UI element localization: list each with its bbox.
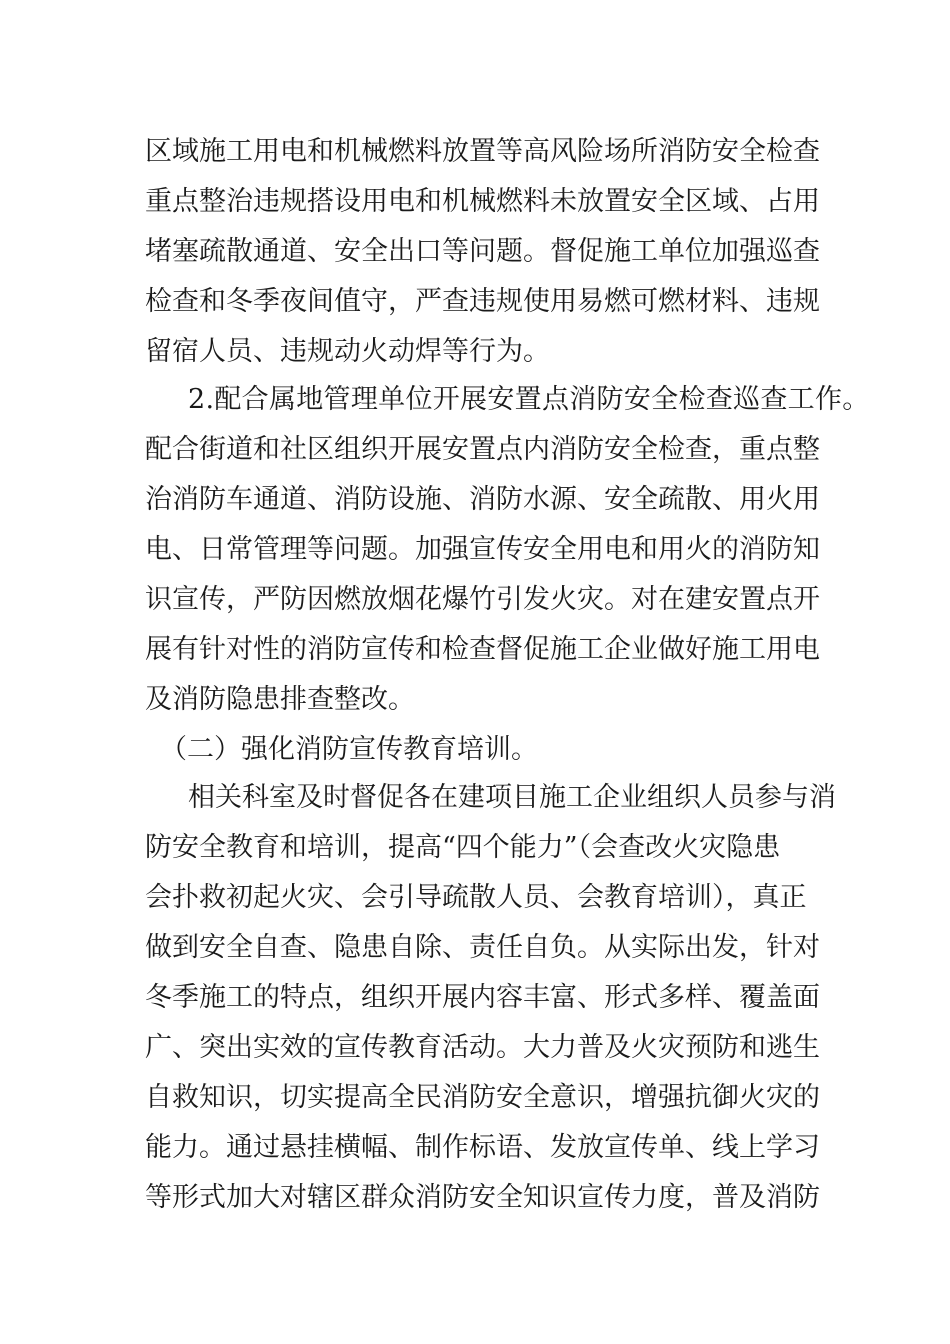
text-line: 自救知识，切实提高全民消防安全意识，增强抗御火灾的 — [145, 1082, 820, 1113]
text-line: 留宿人员、违规动火动焊等行为。 — [145, 336, 550, 367]
text-line: 能力。通过悬挂横幅、制作标语、发放宣传单、线上学习 — [145, 1132, 820, 1163]
text-line: 电、日常管理等问题。加强宣传安全用电和用火的消防知 — [145, 534, 820, 565]
text-line: 展有针对性的消防宣传和检查督促施工企业做好施工用电 — [145, 634, 820, 665]
text-line: 及消防隐患排查整改。 — [145, 684, 415, 715]
text-line: 配合街道和社区组织开展安置点内消防安全检查，重点整 — [145, 434, 820, 465]
section-heading: （二）强化消防宣传教育培训。 — [160, 734, 538, 765]
text-line: 区域施工用电和机械燃料放置等高风险场所消防安全检查 — [145, 136, 820, 167]
text-line: 相关科室及时督促各在建项目施工企业组织人员参与消 — [188, 782, 836, 813]
text-line: 广、突出实效的宣传教育活动。大力普及火灾预防和逃生 — [145, 1032, 820, 1063]
text-line: 做到安全自查、隐患自除、责任自负。从实际出发，针对 — [145, 932, 820, 963]
text-line: 会扑救初起火灾、会引导疏散人员、会教育培训），真正 — [145, 882, 807, 913]
text-line: 防安全教育和培训，提高“四个能力”（会查改火灾隐患 — [145, 832, 781, 863]
numbered-item-heading: 2.配合属地管理单位开展安置点消防安全检查巡查工作。 — [188, 384, 870, 415]
text-line: 等形式加大对辖区群众消防安全知识宣传力度，普及消防 — [145, 1182, 820, 1213]
text-line: 治消防车通道、消防设施、消防水源、安全疏散、用火用 — [145, 484, 820, 515]
text-line: 重点整治违规搭设用电和机械燃料未放置安全区域、占用 — [145, 186, 820, 217]
text-line: 识宣传，严防因燃放烟花爆竹引发火灾。对在建安置点开 — [145, 584, 820, 615]
text-line: 检查和冬季夜间值守，严查违规使用易燃可燃材料、违规 — [145, 286, 820, 317]
text-line: 堵塞疏散通道、安全出口等问题。督促施工单位加强巡查 — [145, 236, 820, 267]
text-line: 冬季施工的特点，组织开展内容丰富、形式多样、覆盖面 — [145, 982, 820, 1013]
